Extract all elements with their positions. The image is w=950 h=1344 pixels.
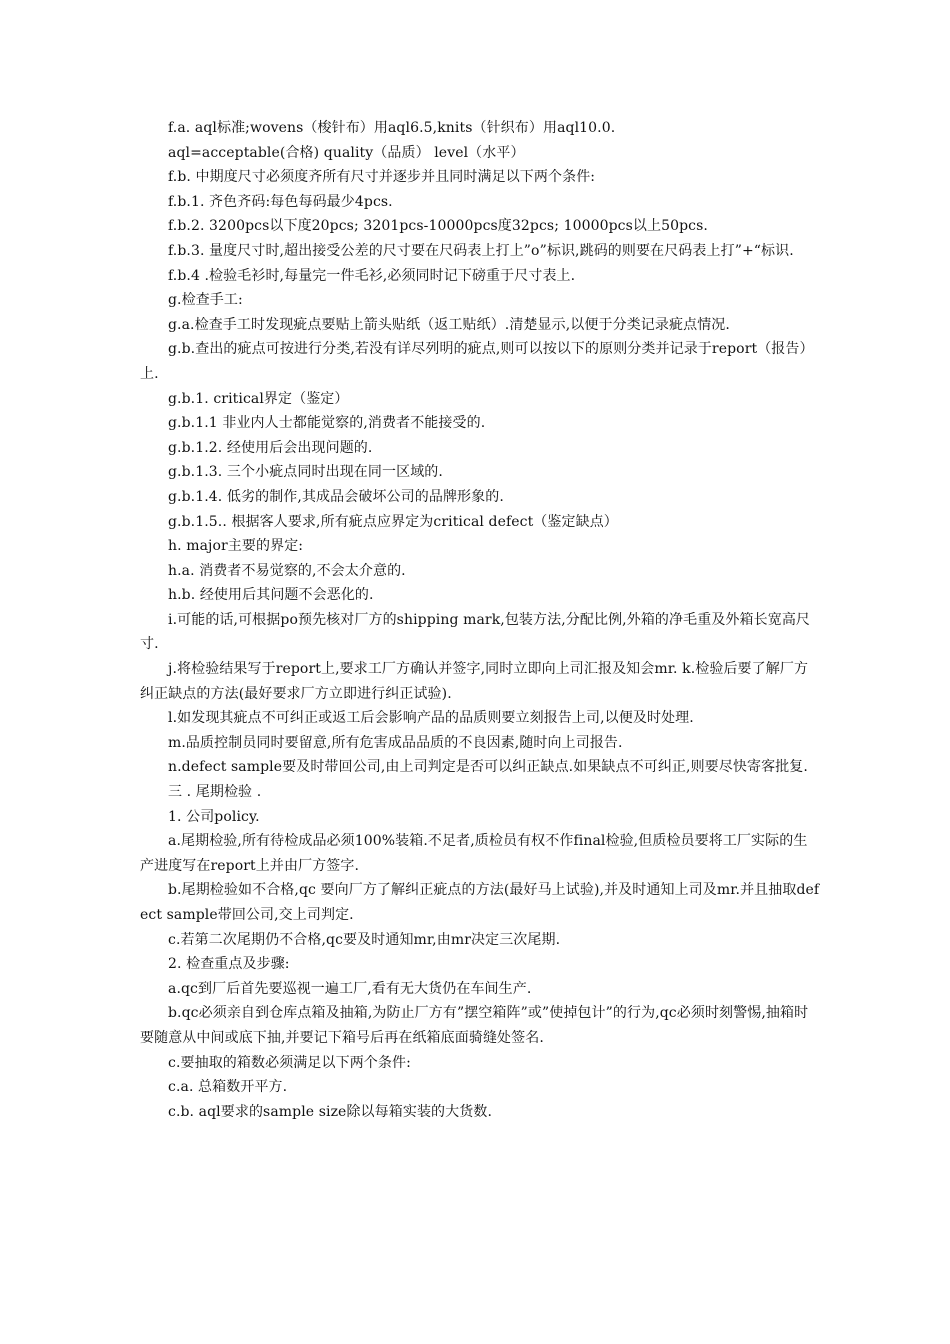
- paragraph: a.qc到厂后首先要巡视一遍工厂,看有无大货仍在车间生产.: [168, 980, 532, 997]
- paragraph: n.defect sample要及时带回公司,由上司判定是否可以纠正缺点.如果缺点不可纠正,则要尽快寄客批复.: [168, 759, 808, 776]
- paragraph: g.b.1.2. 经使用后会出现问题的.: [168, 439, 373, 456]
- paragraph: j.将检验结果写于report上,要求工厂方确认并签字,同时立即向上司汇报及知会mr. k.检验后要了解厂方纠正缺点的方法(最好要求厂方立即进行纠正试验).: [140, 661, 809, 702]
- paragraph: g.b.1. critical界定（鉴定）: [168, 390, 349, 407]
- paragraph: c.若第二次尾期仍不合格,qc要及时通知mr,由mr决定三次尾期.: [168, 931, 561, 948]
- paragraph: m.品质控制员同时要留意,所有危害成品品质的不良因素,随时向上司报告.: [168, 734, 623, 751]
- paragraph: g.b.查出的疵点可按进行分类,若没有详尽列明的疵点,则可以按以下的原则分类并记录于report（报告）上.: [140, 341, 814, 382]
- paragraph: g.b.1.5.. 根据客人要求,所有疵点应界定为critical defect（鉴定缺点）: [168, 513, 618, 530]
- paragraph: b.尾期检验如不合格,qc 要向厂方了解纠正疵点的方法(最好马上试验),并及时通知上司及mr.并且抽取defect sample带回公司,交上司判定.: [140, 882, 820, 923]
- paragraph: aql=acceptable(合格) quality（品质） level（水平）: [168, 144, 525, 161]
- paragraph: b.qc必须亲自到仓库点箱及抽箱,为防止厂方有”摆空箱阵”或”使掉包计”的行为,qc必须时刻警惕,抽箱时要随意从中间或底下抽,并要记下箱号后再在纸箱底面骑缝处签名.: [140, 1005, 809, 1046]
- paragraph: h. major主要的界定:: [168, 538, 304, 555]
- paragraph: f.b.1. 齐色齐码:每色每码最少4pcs.: [168, 193, 393, 210]
- paragraph: f.b. 中期度尺寸必须度齐所有尺寸并逐步并且同时满足以下两个条件:: [168, 169, 596, 186]
- paragraph: 1. 公司policy.: [168, 808, 260, 825]
- paragraph: g.检查手工:: [168, 292, 243, 309]
- paragraph: g.b.1.1 非业内人士都能觉察的,消费者不能接受的.: [168, 415, 486, 432]
- paragraph: f.b.3. 量度尺寸时,超出接受公差的尺寸要在尺码表上打上”o”标识,跳码的则要在尺码表上打”+“标识.: [168, 242, 794, 259]
- paragraph: f.b.4 .检验毛衫时,每量完一件毛衫,必须同时记下磅重于尺寸表上.: [168, 267, 576, 284]
- paragraph: h.a. 消费者不易觉察的,不会太介意的.: [168, 562, 406, 579]
- paragraph: c.a. 总箱数开平方.: [168, 1079, 288, 1096]
- paragraph: a.尾期检验,所有待检成品必须100%装箱.不足者,质检员有权不作final检验,但质检员要将工厂实际的生产进度写在report上并由厂方签字.: [140, 833, 808, 874]
- paragraph: c.要抽取的箱数必须满足以下两个条件:: [168, 1054, 411, 1071]
- paragraph: g.b.1.3. 三个小疵点同时出现在同一区域的.: [168, 464, 443, 481]
- paragraph: i.可能的话,可根据po预先核对厂方的shipping mark,包装方法,分配比例,外箱的净毛重及外箱长宽高尺寸.: [140, 611, 811, 653]
- section-heading: 三 . 尾期检验 .: [168, 784, 262, 801]
- paragraph: h.b. 经使用后其问题不会恶化的.: [168, 587, 374, 604]
- paragraph: l.如发现其疵点不可纠正或返工后会影响产品的品质则要立刻报告上司,以便及时处理.: [168, 710, 694, 727]
- paragraph: f.a. aql标准;wovens（梭针布）用aql6.5,knits（针织布）用aql10.0.: [168, 120, 616, 136]
- paragraph: c.b. aql要求的sample size除以每箱实装的大货数.: [168, 1103, 492, 1120]
- paragraph: f.b.2. 3200pcs以下度20pcs; 3201pcs-10000pcs度32pcs; 10000pcs以上50pcs.: [168, 218, 708, 235]
- paragraph: 2. 检查重点及步骤:: [168, 956, 290, 973]
- document-body: [140, 116, 820, 1124]
- paragraph: g.a.检查手工时发现疵点要贴上箭头贴纸（返工贴纸）.清楚显示,以便于分类记录疵点情况.: [168, 316, 730, 333]
- paragraph: g.b.1.4. 低劣的制作,其成品会破坏公司的品牌形象的.: [168, 488, 504, 505]
